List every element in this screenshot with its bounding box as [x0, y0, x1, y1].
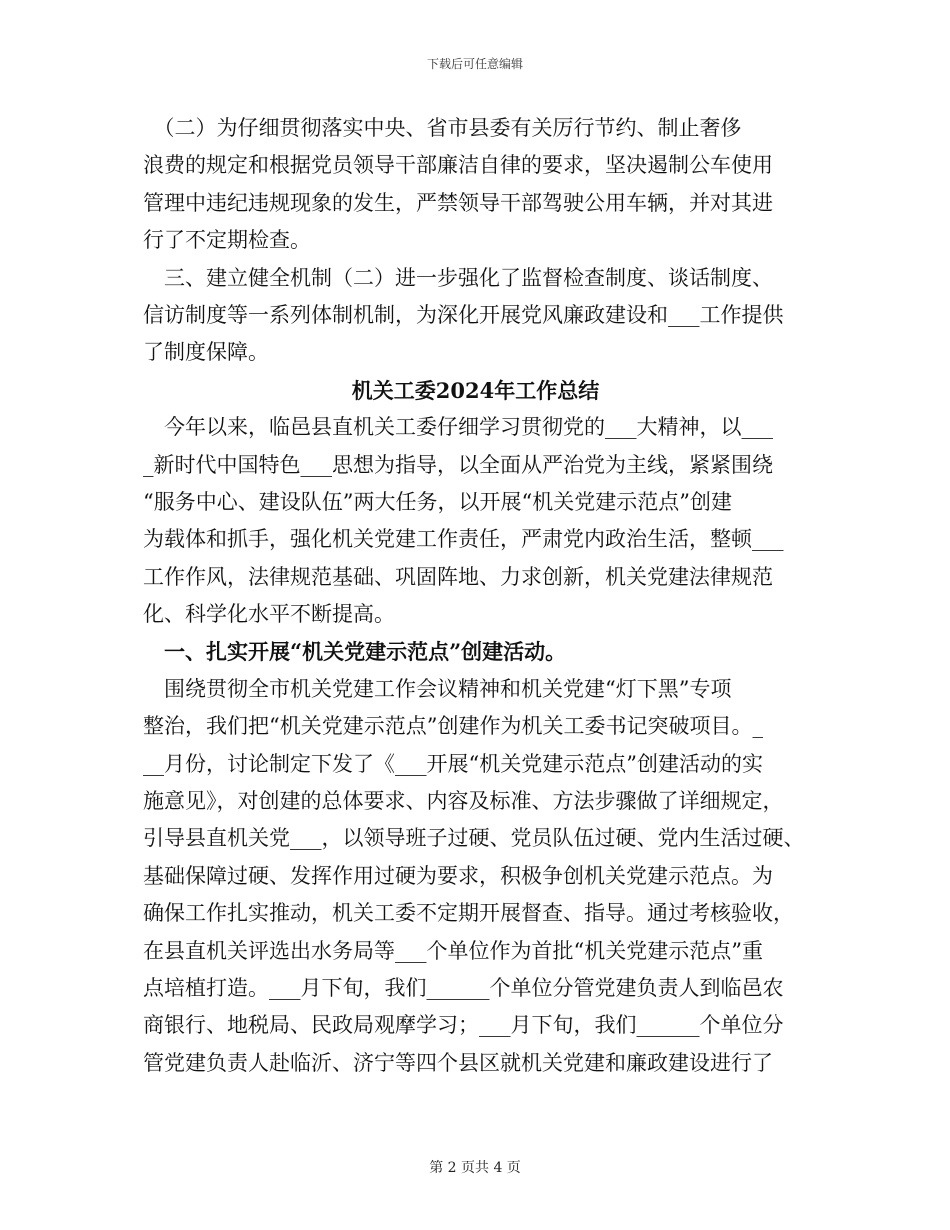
text-line: 浪费的规定和根据党员领导干部廉洁自律的要求，坚决遏制公车使用: [143, 153, 773, 178]
document-body: [143, 110, 808, 1082]
text-line: 化、科学化水平不断提高。: [143, 602, 395, 627]
text-line: _新时代中国特色___思想为指导，以全面从严治党为主线，紧紧围绕: [143, 452, 773, 477]
text-line: 管党建负责人赴临沂、济宁等四个县区就机关党建和廉政建设进行了: [143, 1050, 773, 1075]
text-line: （二）为仔细贯彻落实中央、省市县委有关厉行节约、制止奢侈: [143, 116, 742, 140]
text-line: 行了不定期检查。: [143, 228, 311, 253]
paragraph-3: [143, 409, 808, 633]
text-line: 整治，我们把“机关党建示范点”创建作为机关工委书记突破项目。_: [143, 714, 763, 739]
text-line: “服务中心、建设队伍”两大任务，以开展“机关党建示范点”创建: [143, 489, 732, 514]
text-line: 施意见》，对创建的总体要求、内容及标准、方法步骤做了详细规定，: [143, 789, 784, 814]
text-line: 确保工作扎实推动，机关工委不定期开展督查、指导。通过考核验收，: [143, 901, 794, 926]
text-line: 工作作风，法律规范基础、巩固阵地、力求创新，机关党建法律规范: [143, 564, 773, 589]
text-line: 今年以来，临邑县直机关工委仔细学习贯彻党的___大精神，以___: [143, 415, 773, 440]
paragraph-4: [143, 671, 808, 1082]
text-line: 围绕贯彻全市机关党建工作会议精神和机关党建“灯下黑”专项: [143, 676, 732, 701]
text-line: 了制度保障。: [143, 340, 269, 365]
text-line: 基础保障过硬、发挥作用过硬为要求，积极争创机关党建示范点。为: [143, 863, 773, 888]
text-line: 在县直机关评选出水务局等___个单位作为首批“机关党建示范点”重: [143, 938, 763, 963]
paragraph-2: [143, 260, 808, 372]
text-line: 三、建立健全机制（二）进一步强化了监督检查制度、谈话制度、: [143, 265, 773, 290]
text-line: __月份，讨论制定下发了《___开展“机关党建示范点”创建活动的实: [143, 751, 763, 776]
text-line: 为载体和抓手，强化机关党建工作责任，严肃党内政治生活，整顿___: [143, 527, 784, 552]
text-line: 点培植打造。___月下旬，我们______个单位分管党建负责人到临邑农: [143, 975, 784, 1000]
paragraph-1: [143, 110, 808, 260]
section-heading: 一、扎实开展“机关党建示范点”创建活动。: [143, 639, 567, 665]
page-header: 下载后可任意编辑: [426, 57, 523, 71]
text-line: 管理中违纪违规现象的发生，严禁领导干部驾驶公用车辆，并对其进: [143, 190, 773, 215]
text-line: 引导县直机关党___，以领导班子过硬、党员队伍过硬、党内生活过硬、: [143, 826, 805, 851]
document-title: 机关工委2024年工作总结: [351, 377, 600, 403]
page-footer: 第 2 页共 4 页: [429, 1160, 521, 1176]
text-line: 商银行、地税局、民政局观摩学习；___月下旬，我们______个单位分: [143, 1013, 784, 1038]
text-line: 信访制度等一系列体制机制，为深化开展党风廉政建设和___工作提供: [143, 302, 784, 327]
